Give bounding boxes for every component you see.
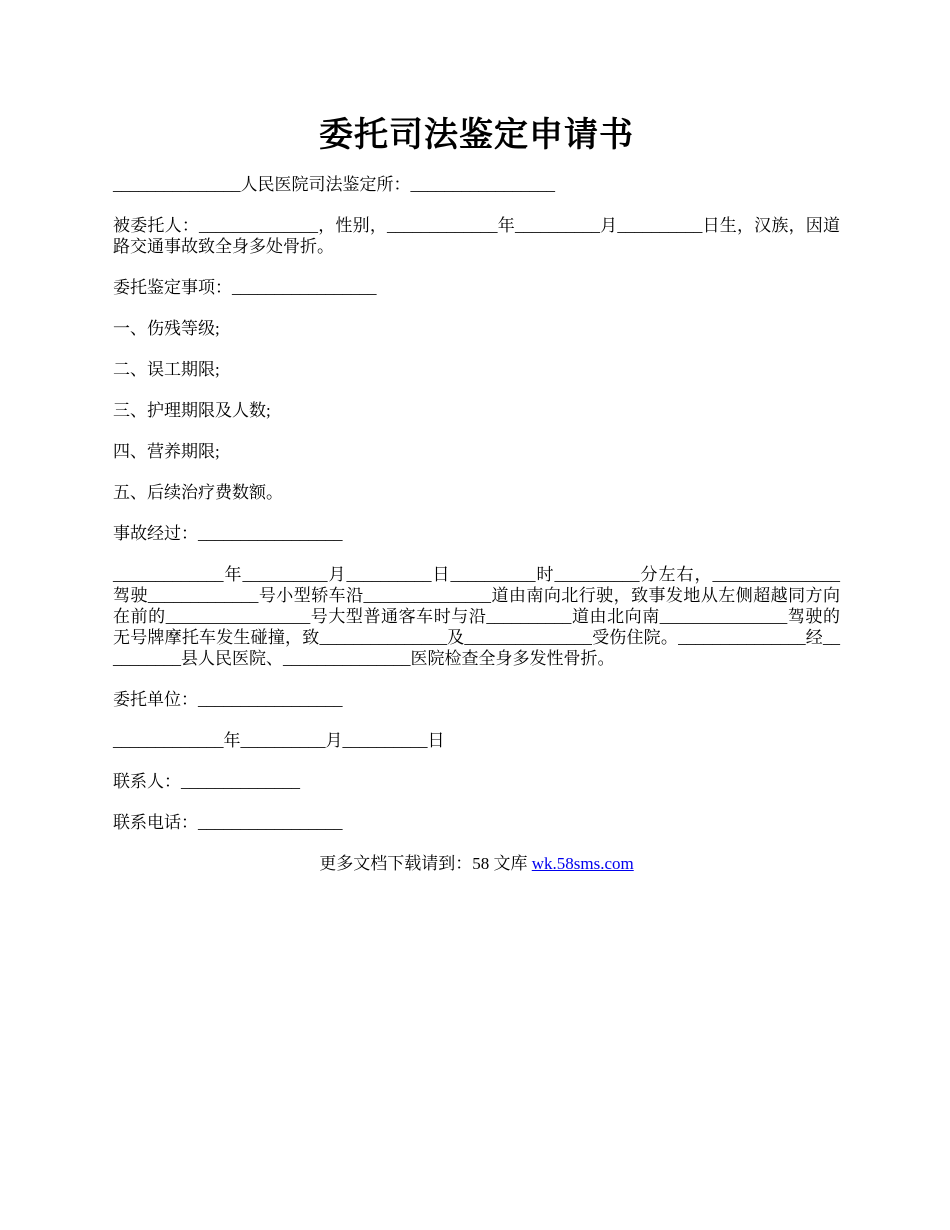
footer-note [113, 853, 840, 874]
list-item: 四、营养期限; [113, 442, 220, 461]
list-item: 二、误工期限; [113, 360, 220, 379]
document-page [113, 110, 840, 874]
footer-link[interactable]: wk.58sms.com [531, 854, 634, 873]
accident-paragraph: _____________年__________月__________日__________时__________分左右，_______________驾驶_____________号小型轿车沿_______________道由南向北行驶，致事发地从左侧超越同方向在前的_________________号大型普通客车时与沿__________道由北向南_______________驾驶的无号牌摩托车发生碰撞，致_______________及_______________受伤住院。_______________经__________县人民医院、_______________医院检查全身多发性骨折。 [113, 565, 840, 668]
document-title: 委托司法鉴定申请书 [319, 117, 634, 154]
accident-heading: 事故经过：_________________ [113, 524, 343, 543]
contact-phone-line: 联系电话：_________________ [113, 813, 343, 832]
footer-prefix: 更多文档下载请到：58 文库 [319, 854, 532, 873]
client-info-paragraph: 被委托人：______________，性别，_____________年__________月__________日生，汉族，因道路交通事故致全身多处骨折。 [113, 216, 840, 256]
items-heading: 委托鉴定事项：_________________ [113, 278, 377, 297]
entrust-unit-line: 委托单位：_________________ [113, 690, 343, 709]
contact-person-line: 联系人：______________ [113, 772, 300, 791]
date-line: _____________年__________月__________日 [113, 731, 445, 750]
list-item: 三、护理期限及人数; [113, 401, 271, 420]
list-item: 一、伤残等级; [113, 319, 220, 338]
address-line: _______________人民医院司法鉴定所：_________________ [113, 175, 555, 194]
list-item: 五、后续治疗费数额。 [113, 483, 283, 502]
